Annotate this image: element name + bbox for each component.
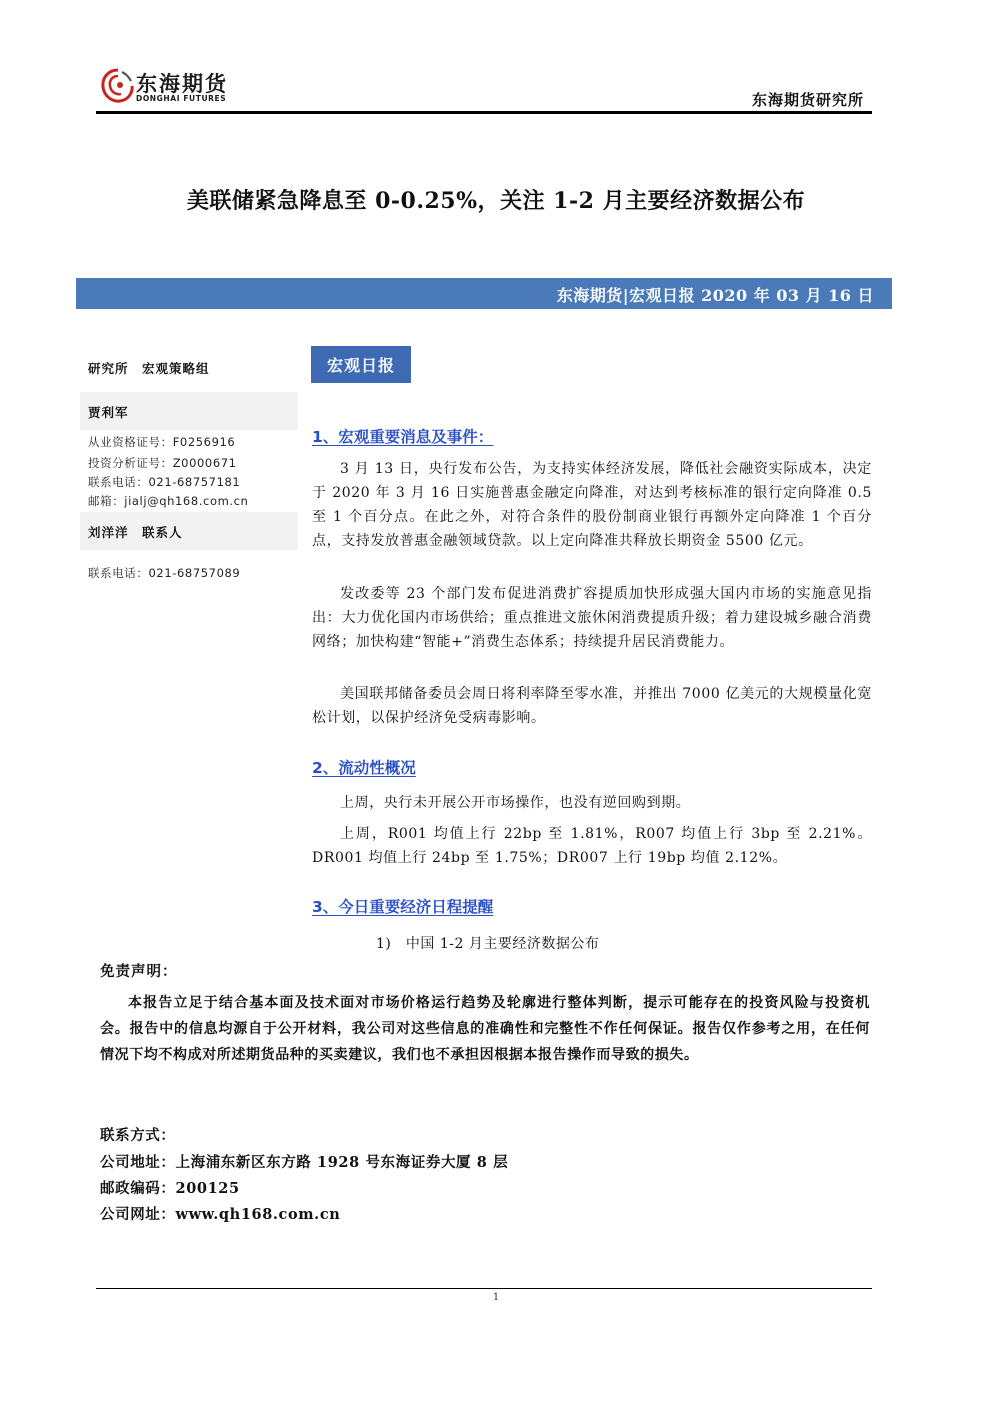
analyst1-phone: 联系电话：021-68757181 bbox=[88, 475, 241, 489]
analyst1-name-box bbox=[80, 392, 298, 430]
report-title: 美联储紧急降息至 0-0.25%，关注 1-2 月主要经济数据公布 bbox=[186, 188, 806, 214]
header-institute-name: 东海期货研究所 bbox=[751, 91, 864, 109]
company-logo bbox=[98, 64, 258, 108]
dragon-logo-icon bbox=[98, 66, 138, 106]
footer-divider bbox=[96, 1288, 872, 1289]
page-number: 1 bbox=[492, 1292, 500, 1303]
contact-heading: 联系方式： bbox=[100, 1127, 176, 1144]
disclaimer-heading: 免责声明： bbox=[100, 963, 178, 980]
disclaimer-body: 本报告立足于结合基本面及技术面对市场价格运行趋势及轮廓进行整体判断，提示可能存在的投资风险与投资机会。报告中的信息均源自于公开材料，我公司对这些信息的准确性和完整性不作任何保证。报告仅作参考之用，在任何情况下均不构成对所述期货品种的买卖建议，我们也不承担因根据本报告操作而导致的损失。 bbox=[100, 995, 870, 1063]
section1-paragraph-2: 发改委等 23 个部门发布促进消费扩容提质加快形成强大国内市场的实施意见指出：大力优化国内市场供给；重点推进文旅休闲消费提质升级；着力建设城乡融合消费网络；加快构建“智能+”消费生态体系；持续提升居民消费能力。 bbox=[312, 586, 872, 650]
section1-paragraph-1: 3 月 13 日，央行发布公告，为支持实体经济发展，降低社会融资实际成本，决定于 2020 年 3 月 16 日实施普惠金融定向降准，对达到考核标准的银行定向降准 0.5 至 1 个百分点。在此之外，对符合条件的股份制商业银行再额外定向降准 1 个百分点，支持发放普惠金融领域贷款。以上定向降准共释放长期资金 5500 亿元。 bbox=[312, 461, 872, 549]
analyst1-name: 贾利军 bbox=[88, 405, 129, 420]
analyst1-invest-cert: 投资分析证号：Z0000671 bbox=[88, 456, 237, 470]
schedule-item-1: 1) 中国 1-2 月主要经济数据公布 bbox=[376, 936, 600, 952]
section1-heading[interactable]: 1、宏观重要消息及事件： bbox=[312, 428, 494, 446]
report-date-label: 东海期货|宏观日报 2020 年 03 月 16 日 bbox=[556, 286, 874, 305]
logo-chinese-name: 东海期货 bbox=[136, 72, 228, 96]
analyst2-name: 刘洋洋 联系人 bbox=[88, 525, 183, 540]
header-divider bbox=[96, 111, 872, 114]
contact-website[interactable]: 公司网址：www.qh168.com.cn bbox=[100, 1206, 341, 1223]
analyst2-phone: 联系电话：021-68757089 bbox=[88, 566, 241, 580]
section2-paragraph-2: 上周，R001 均值上行 22bp 至 1.81%，R007 均值上行 3bp 至 2.21%。DR001 均值上行 24bp 至 1.75%；DR007 上行 19bp 均值 2.12%。 bbox=[312, 826, 872, 866]
section3-heading[interactable]: 3、今日重要经济日程提醒 bbox=[312, 898, 494, 916]
analyst1-email[interactable]: 邮箱：jialj@qh168.com.cn bbox=[88, 494, 249, 508]
contact-address: 公司地址：上海浦东新区东方路 1928 号东海证券大厦 8 层 bbox=[100, 1154, 509, 1171]
section2-paragraph-1: 上周，央行未开展公开市场操作，也没有逆回购到期。 bbox=[340, 795, 691, 811]
section2-heading[interactable]: 2、流动性概况 bbox=[312, 759, 416, 777]
analyst1-qualification: 从业资格证号：F0256916 bbox=[88, 435, 236, 449]
section1-paragraph-3: 美国联邦储备委员会周日将利率降至零水准，并推出 7000 亿美元的大规模量化宽松计划，以保护经济免受病毒影响。 bbox=[312, 686, 872, 726]
team-heading: 研究所 宏观策略组 bbox=[88, 361, 210, 376]
report-info-band bbox=[76, 278, 892, 309]
analyst2-name-box bbox=[80, 512, 298, 550]
report-type-tag: 宏观日报 bbox=[311, 346, 411, 383]
contact-postcode: 邮政编码：200125 bbox=[100, 1180, 240, 1197]
logo-english-name: DONGHAI FUTURES bbox=[136, 94, 227, 103]
